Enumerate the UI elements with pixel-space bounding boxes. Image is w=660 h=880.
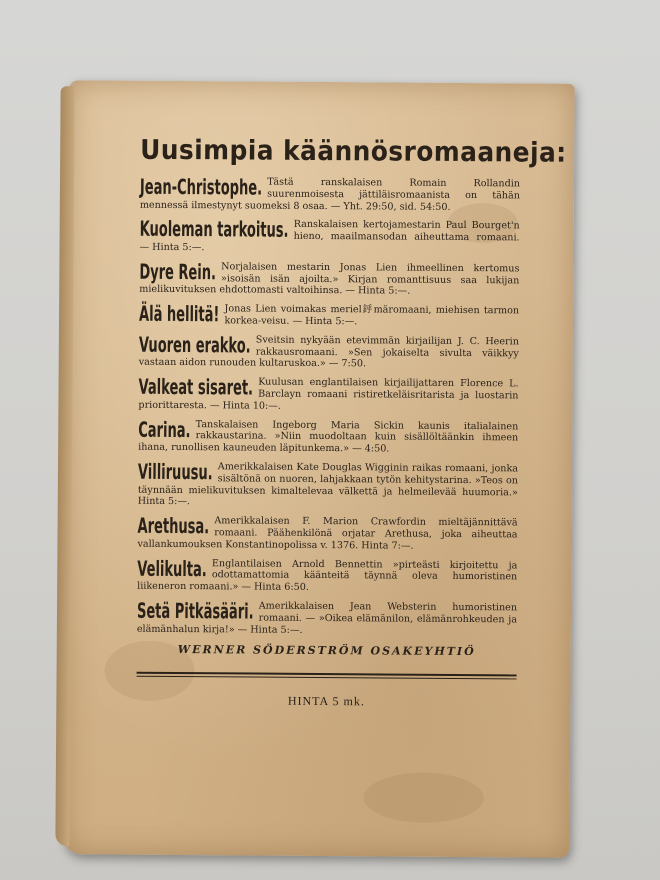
book-entry bbox=[138, 376, 518, 414]
book-title: Älä hellitä! bbox=[138, 301, 220, 327]
book-entry bbox=[137, 557, 517, 595]
book-entry bbox=[138, 418, 518, 456]
double-rule-bottom bbox=[137, 676, 517, 680]
book-title: Arethusa. bbox=[137, 513, 210, 539]
book-entry bbox=[139, 261, 519, 299]
book-description: Englantilaisen Arnold Bennettin »pirteästi kirjoitettu ja odottamattomia käänteitä täynnä oleva humoristinen liikeneron romaani.» — Hinta 6:50. bbox=[137, 557, 518, 594]
book-title: Vuoren erakko. bbox=[138, 332, 251, 358]
book-title: Velikulta. bbox=[137, 556, 207, 581]
book-title: Carina. bbox=[138, 417, 191, 442]
book-price: HINTA 5 mk. bbox=[287, 694, 365, 709]
book-title: Jean-Christophe. bbox=[139, 174, 263, 200]
book-title: Kuoleman tarkoitus. bbox=[139, 217, 289, 243]
book-back-cover bbox=[63, 80, 574, 858]
publisher-name: WERNER SÖDERSTRÖM OSAKEYHTIÖ bbox=[177, 643, 476, 659]
book-title: Villiruusu. bbox=[137, 459, 213, 485]
book-entry bbox=[140, 176, 520, 214]
book-entry bbox=[139, 303, 519, 329]
book-entry bbox=[139, 218, 519, 256]
book-entry bbox=[137, 600, 517, 638]
book-title: Setä Pitkäsääri. bbox=[136, 598, 254, 624]
book-description: Amerikkalaisen F. Marion Crawfordin mieltäjännittävä romaani. Päähenkilönä orjatar Arethusa, joka aiheuttaa vallankumouksen Konstantinopolissa v. 1376. Hinta 7:—. bbox=[137, 515, 518, 552]
entries-list bbox=[137, 176, 520, 638]
book-description: Ranskalaisen kertojamestarin Paul Bourget'n hieno, maailmansodan aiheuttama romaani. — Hinta 5:—. bbox=[139, 219, 520, 254]
book-description: Sveitsin nykyään etevimmän kirjailijan J. C. Heerin rakkausromaani. »Sen jokaiselta sivulta väikkyy vastaan aidon runouden kultaruskoa.» — 7:50. bbox=[138, 334, 519, 370]
book-entry bbox=[138, 461, 518, 511]
book-description: Tästä ranskalaisen Romain Rollandin suurenmoisesta jättiläisromaanista on tähän mennessä ilmestynyt suomeksi 8 osaa. — Yht. 29:50, sid. 54:50. bbox=[139, 176, 521, 213]
catalog-content bbox=[136, 134, 567, 711]
book-title: Valkeat sisaret. bbox=[138, 374, 254, 400]
book-description: Amerikkalaisen Jean Websterin humoristinen romaani. — »Oikea elämänilon, elämänrohkeuden ja elämänhalun kirja!» — Hinta 5:—. bbox=[136, 600, 518, 636]
book-description: Jonas Lien voimakas meriel䤣märomaani, miehisen tarmon korkea-veisu. — Hinta 5:—. bbox=[224, 303, 520, 328]
book-description: Amerikkalaisen Kate Douglas Wigginin raikas romaani, jonka sisältönä on nuoren, lahjakkaan tytön kehitystarina. »Teos on täynnään mielikuvituksen kimaltelevaa välkettä ja helmeilevää huumoria.» Hinta 5:—. bbox=[137, 461, 519, 508]
book-title: Dyre Rein. bbox=[139, 259, 217, 285]
book-description: Kuulusan englantilaisen kirjailijattaren Florence L. Barclayn romaani ristiretkeläisritarista ja luostarin priorittaresta. — Hinta 10:—. bbox=[138, 376, 519, 412]
catalog-heading: Uusimpia käännösromaaneja: bbox=[140, 134, 567, 169]
book-description: Norjalaisen mestarin Jonas Lien ihmeellinen kertomus »isoisän isän ajoilta.» Kirjan romanttisuus saa lukijan mielikuvituksen ehdottomasti valtoihinsa. — Hinta 5:—. bbox=[139, 261, 520, 298]
book-description: Tanskalaisen Ingeborg Maria Sickin kaunis italialainen rakkaustarina. »Niin muodoltaan kuin sisällöltäänkin ihmeen ihana, runollisen kauneuden läpitunkema.» — 4:50. bbox=[138, 418, 519, 455]
book-entry bbox=[139, 334, 519, 372]
book-entry bbox=[137, 515, 517, 553]
